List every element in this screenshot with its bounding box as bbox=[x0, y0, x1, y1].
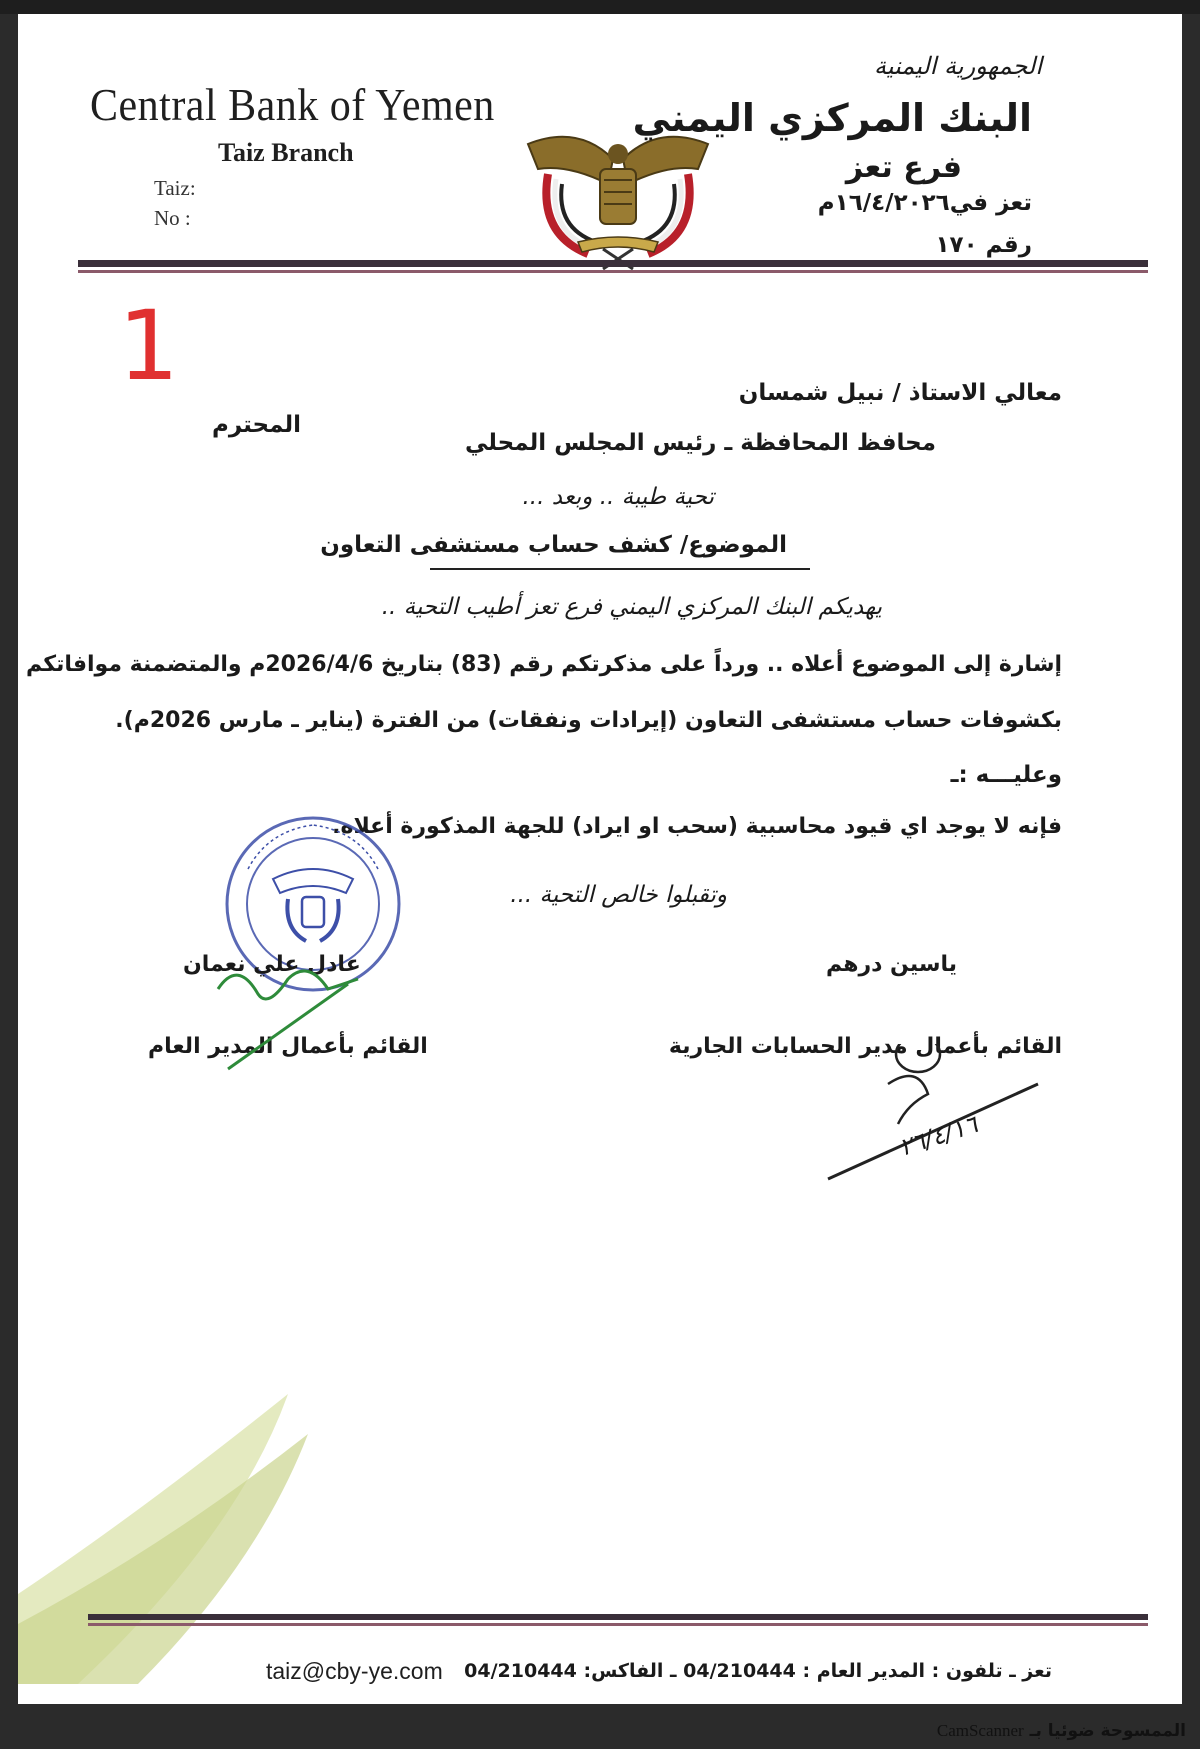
header-divider-accent bbox=[78, 270, 1148, 273]
branch-name-en: Taiz Branch bbox=[218, 138, 354, 167]
scan-top-border bbox=[0, 0, 1200, 14]
left-signatory-title: القائم بأعمال المدير العام bbox=[148, 1034, 428, 1059]
subject-underline bbox=[430, 568, 810, 570]
page-number-mark: 1 bbox=[118, 290, 180, 402]
left-handwritten-signature bbox=[198, 949, 378, 1083]
addressee-title: محافظ المحافظة ـ رئيس المجلس المحلي bbox=[465, 430, 936, 456]
branch-name-ar: فرع تعز bbox=[845, 150, 962, 185]
yemen-eagle-emblem-icon bbox=[518, 124, 718, 278]
letter-number: رقم ١٧٠ bbox=[935, 232, 1032, 258]
addressee-name: معالي الاستاذ / نبيل شمسان bbox=[738, 380, 1062, 406]
leaf-photo-artifact bbox=[18, 1394, 338, 1688]
right-handwritten-date: ٢٦/٤/١٦ bbox=[895, 1110, 981, 1162]
right-signatory-title: القائم بأعمال مدير الحسابات الجارية bbox=[668, 1034, 1062, 1059]
letter-page bbox=[18, 14, 1182, 1704]
footer-divider bbox=[88, 1614, 1148, 1620]
number-label: No : bbox=[154, 206, 191, 230]
republic-ar: الجمهورية اليمنية bbox=[873, 52, 1042, 80]
footer-divider-accent bbox=[88, 1623, 1148, 1626]
thereupon-label: وعليـــه :ـ bbox=[950, 762, 1062, 788]
footer-email: taiz@cby-ye.com bbox=[266, 1658, 443, 1684]
camscanner-watermark bbox=[937, 1721, 1186, 1741]
bank-name-en: Central Bank of Yemen bbox=[90, 81, 495, 131]
body-paragraph-1: إشارة إلى الموضوع أعلاه .. ورداً على مذكرتكم رقم (83) بتاريخ 2026/4/6م والمتضمنة موافاتكم bbox=[26, 652, 1062, 677]
closing-line: وتقبلوا خالص التحية ... bbox=[510, 882, 727, 908]
respected-label: المحترم bbox=[212, 412, 302, 438]
taiz-label: Taiz: bbox=[154, 176, 196, 200]
letter-date: تعز في١٦/٤/٢٠٢٦م bbox=[817, 190, 1032, 216]
footer-contact: تعز ـ تلفون : المدير العام : 04/210444 ـ الفاكس: 04/210444 bbox=[464, 1660, 1052, 1682]
right-signatory-name: ياسين درهم bbox=[825, 952, 957, 977]
camscanner-app: CamScanner bbox=[936, 1721, 1024, 1740]
subject-line: الموضوع/ كشف حساب مستشفى التعاون bbox=[320, 532, 787, 558]
bank-name-ar: البنك المركزي اليمني bbox=[632, 96, 1032, 140]
header-divider bbox=[78, 260, 1148, 267]
camscanner-prefix: الممسوحة ضوئيا بـ bbox=[1029, 1721, 1186, 1741]
body-paragraph-2: بكشوفات حساب مستشفى التعاون (إيرادات ونفقات) من الفترة (يناير ـ مارس 2026م). bbox=[115, 708, 1062, 733]
body-paragraph-3: فإنه لا يوجد اي قيود محاسبية (سحب او ايراد) للجهة المذكورة أعلاه. bbox=[332, 814, 1062, 839]
left-signatory-name: عادل علي نعمان bbox=[183, 952, 361, 977]
greeting: تحية طيبة .. وبعد ... bbox=[522, 484, 714, 510]
intro-line: يهديكم البنك المركزي اليمني فرع تعز أطيب التحية .. bbox=[381, 594, 882, 620]
right-handwritten-signature bbox=[808, 1044, 1068, 1188]
